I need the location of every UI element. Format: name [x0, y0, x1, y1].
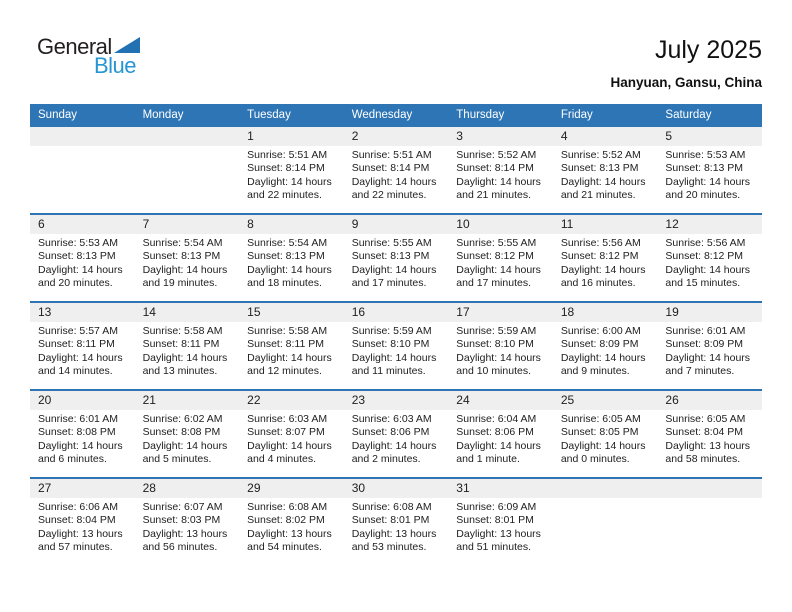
location-subtitle: Hanyuan, Gansu, China: [610, 75, 762, 90]
sunset-text: Sunset: 8:12 PM: [456, 250, 534, 263]
week-row-4: [30, 389, 762, 477]
day-number: 24: [448, 391, 553, 410]
cell-day-11: [553, 215, 658, 301]
cell-day-31: [448, 479, 553, 565]
day-number: 23: [344, 391, 449, 410]
daylight-line1-text: Daylight: 14 hours: [351, 439, 437, 452]
sunset-text: Sunset: 8:13 PM: [665, 162, 744, 175]
cell-lines: [344, 234, 449, 291]
cell-lines: [553, 410, 658, 467]
day-number: 9: [344, 215, 449, 234]
daylight-line1-text: Daylight: 14 hours: [351, 263, 437, 276]
day-number: 25: [553, 391, 658, 410]
sunrise-text: Sunrise: 5:53 AM: [665, 149, 746, 161]
week-row-1: [30, 125, 762, 213]
day-number: 7: [135, 215, 240, 234]
sunrise-text: Sunrise: 5:56 AM: [560, 237, 641, 249]
week-row-5: [30, 477, 762, 565]
cell-day-18: [553, 303, 658, 389]
cell-day-5: [657, 127, 762, 213]
daylight-line1-text: Daylight: 14 hours: [456, 351, 541, 364]
sunrise-text: Sunrise: 6:07 AM: [142, 501, 223, 513]
cell-day-1: [239, 127, 344, 213]
daylight-line2-text: and 21 minutes.: [456, 189, 531, 202]
logo-text-blue: Blue: [94, 53, 137, 78]
sunrise-text: Sunrise: 5:54 AM: [142, 237, 223, 249]
cell-day-8: [239, 215, 344, 301]
daylight-line2-text: and 18 minutes.: [247, 277, 322, 290]
cell-day-4: [553, 127, 658, 213]
daylight-line1-text: Daylight: 14 hours: [560, 351, 646, 364]
daylight-line1-text: Daylight: 14 hours: [142, 351, 228, 364]
day-number: 13: [30, 303, 135, 322]
daylight-line2-text: and 2 minutes.: [351, 453, 421, 466]
daylight-line1-text: Daylight: 14 hours: [142, 439, 228, 452]
cell-lines: [30, 410, 135, 467]
sunrise-text: Sunrise: 5:52 AM: [456, 149, 537, 161]
cell-lines: [448, 146, 553, 203]
daylight-line1-text: Daylight: 13 hours: [351, 527, 437, 540]
cell-empty: [135, 127, 240, 213]
sunrise-text: Sunrise: 5:52 AM: [560, 149, 641, 161]
sunrise-text: Sunrise: 6:05 AM: [560, 413, 641, 425]
sunset-text: Sunset: 8:14 PM: [351, 162, 430, 175]
sunrise-text: Sunrise: 5:53 AM: [38, 237, 118, 249]
cell-lines: [135, 322, 240, 379]
daylight-line2-text: and 20 minutes.: [665, 189, 741, 202]
sunset-text: Sunset: 8:04 PM: [38, 514, 116, 527]
daylight-line2-text: and 7 minutes.: [665, 365, 735, 378]
cell-day-26: [657, 391, 762, 477]
daylight-line1-text: Daylight: 14 hours: [351, 175, 437, 188]
daylight-line2-text: and 16 minutes.: [560, 277, 636, 290]
daylight-line1-text: Daylight: 14 hours: [38, 263, 123, 276]
cell-day-30: [344, 479, 449, 565]
sunset-text: Sunset: 8:01 PM: [456, 514, 534, 527]
sunset-text: Sunset: 8:14 PM: [247, 162, 325, 175]
daylight-line2-text: and 54 minutes.: [247, 541, 322, 554]
daylight-line2-text: and 51 minutes.: [456, 541, 531, 554]
cell-empty: [30, 127, 135, 213]
sunset-text: Sunset: 8:11 PM: [38, 338, 115, 351]
cell-lines: [553, 322, 658, 379]
sunset-text: Sunset: 8:09 PM: [665, 338, 744, 351]
sunset-text: Sunset: 8:03 PM: [142, 514, 221, 527]
cell-day-17: [448, 303, 553, 389]
cell-day-2: [344, 127, 449, 213]
cell-lines: [30, 498, 135, 555]
sunset-text: Sunset: 8:09 PM: [560, 338, 639, 351]
day-number: 19: [657, 303, 762, 322]
daylight-line2-text: and 17 minutes.: [456, 277, 531, 290]
sunrise-text: Sunrise: 5:51 AM: [351, 149, 432, 161]
page-title: July 2025: [654, 36, 762, 64]
cell-lines: [657, 410, 762, 467]
weekday-header-friday: Friday: [560, 108, 593, 121]
cell-lines: [239, 234, 344, 291]
cell-lines: [135, 234, 240, 291]
daylight-line1-text: Daylight: 14 hours: [247, 351, 332, 364]
daylight-line1-text: Daylight: 14 hours: [665, 263, 751, 276]
cell-day-25: [553, 391, 658, 477]
sunrise-text: Sunrise: 5:57 AM: [38, 325, 118, 337]
cell-lines: [657, 146, 762, 203]
daylight-line2-text: and 19 minutes.: [142, 277, 218, 290]
cell-day-20: [30, 391, 135, 477]
cell-day-21: [135, 391, 240, 477]
daylight-line1-text: Daylight: 14 hours: [247, 263, 332, 276]
daylight-line1-text: Daylight: 14 hours: [247, 439, 332, 452]
daylight-line1-text: Daylight: 14 hours: [560, 263, 646, 276]
title-block: [610, 36, 762, 90]
cell-day-15: [239, 303, 344, 389]
day-number: 11: [553, 215, 658, 234]
day-number: 2: [344, 127, 449, 146]
sunset-text: Sunset: 8:10 PM: [456, 338, 534, 351]
sunrise-text: Sunrise: 6:00 AM: [560, 325, 641, 337]
sunset-text: Sunset: 8:13 PM: [142, 250, 221, 263]
daylight-line2-text: and 11 minutes.: [351, 365, 426, 378]
sunset-text: Sunset: 8:07 PM: [247, 426, 325, 439]
cell-day-10: [448, 215, 553, 301]
sunrise-text: Sunrise: 5:54 AM: [247, 237, 328, 249]
cell-day-29: [239, 479, 344, 565]
day-number: [657, 479, 762, 498]
sunset-text: Sunset: 8:08 PM: [142, 426, 221, 439]
cell-lines: [239, 322, 344, 379]
day-number: 20: [30, 391, 135, 410]
cell-day-22: [239, 391, 344, 477]
sunrise-text: Sunrise: 5:55 AM: [351, 237, 432, 249]
cell-day-14: [135, 303, 240, 389]
daylight-line2-text: and 5 minutes.: [142, 453, 212, 466]
sunrise-text: Sunrise: 6:03 AM: [351, 413, 432, 425]
day-number: 15: [239, 303, 344, 322]
daylight-line2-text: and 10 minutes.: [456, 365, 531, 378]
day-number: [135, 127, 240, 146]
daylight-line2-text: and 6 minutes.: [38, 453, 107, 466]
daylight-line2-text: and 0 minutes.: [560, 453, 630, 466]
cell-lines: [239, 146, 344, 203]
daylight-line2-text: and 15 minutes.: [665, 277, 741, 290]
general-blue-logo: [37, 36, 140, 77]
sunrise-text: Sunrise: 5:59 AM: [351, 325, 432, 337]
day-number: 28: [135, 479, 240, 498]
cell-day-13: [30, 303, 135, 389]
cell-lines: [344, 322, 449, 379]
cell-lines: [239, 498, 344, 555]
sunrise-text: Sunrise: 6:03 AM: [247, 413, 328, 425]
sunrise-text: Sunrise: 5:59 AM: [456, 325, 537, 337]
cell-empty: [657, 479, 762, 565]
cell-lines: [135, 498, 240, 555]
day-number: [30, 127, 135, 146]
daylight-line1-text: Daylight: 14 hours: [142, 263, 228, 276]
day-number: 12: [657, 215, 762, 234]
week-row-2: [30, 213, 762, 301]
sunset-text: Sunset: 8:04 PM: [665, 426, 744, 439]
day-number: 1: [239, 127, 344, 146]
daylight-line2-text: and 20 minutes.: [38, 277, 113, 290]
cell-day-28: [135, 479, 240, 565]
cell-lines: [239, 410, 344, 467]
cell-lines: [344, 410, 449, 467]
sunset-text: Sunset: 8:08 PM: [38, 426, 116, 439]
daylight-line1-text: Daylight: 14 hours: [560, 175, 646, 188]
sunset-text: Sunset: 8:05 PM: [560, 426, 639, 439]
sunrise-text: Sunrise: 6:01 AM: [38, 413, 118, 425]
sunrise-text: Sunrise: 6:09 AM: [456, 501, 537, 513]
cell-lines: [448, 410, 553, 467]
day-number: 14: [135, 303, 240, 322]
weekday-header-sunday: Sunday: [38, 108, 78, 121]
sunset-text: Sunset: 8:13 PM: [247, 250, 325, 263]
day-number: 10: [448, 215, 553, 234]
cell-day-19: [657, 303, 762, 389]
week-row-3: [30, 301, 762, 389]
weekday-header-wednesday: Wednesday: [351, 108, 413, 121]
daylight-line1-text: Daylight: 13 hours: [456, 527, 541, 540]
cell-day-9: [344, 215, 449, 301]
cell-lines: [344, 498, 449, 555]
cell-lines: [553, 234, 658, 291]
daylight-line1-text: Daylight: 14 hours: [665, 175, 751, 188]
day-number: 29: [239, 479, 344, 498]
sunset-text: Sunset: 8:06 PM: [456, 426, 534, 439]
sunset-text: Sunset: 8:13 PM: [351, 250, 430, 263]
sunrise-text: Sunrise: 6:01 AM: [665, 325, 746, 337]
sunrise-text: Sunrise: 5:51 AM: [247, 149, 328, 161]
sunset-text: Sunset: 8:12 PM: [560, 250, 639, 263]
weekday-header-tuesday: Tuesday: [247, 108, 291, 121]
day-number: 30: [344, 479, 449, 498]
cell-lines: [553, 146, 658, 203]
cell-lines: [448, 498, 553, 555]
sunset-text: Sunset: 8:12 PM: [665, 250, 744, 263]
daylight-line1-text: Daylight: 13 hours: [142, 527, 228, 540]
day-number: 8: [239, 215, 344, 234]
cell-empty: [553, 479, 658, 565]
cell-lines: [657, 234, 762, 291]
daylight-line1-text: Daylight: 13 hours: [247, 527, 332, 540]
daylight-line1-text: Daylight: 14 hours: [38, 439, 123, 452]
daylight-line1-text: Daylight: 14 hours: [665, 351, 751, 364]
daylight-line2-text: and 56 minutes.: [142, 541, 218, 554]
calendar-table: [30, 104, 762, 565]
daylight-line2-text: and 4 minutes.: [247, 453, 317, 466]
daylight-line2-text: and 22 minutes.: [247, 189, 322, 202]
daylight-line1-text: Daylight: 14 hours: [247, 175, 332, 188]
daylight-line1-text: Daylight: 14 hours: [351, 351, 437, 364]
sunset-text: Sunset: 8:13 PM: [38, 250, 116, 263]
sunrise-text: Sunrise: 6:08 AM: [247, 501, 328, 513]
daylight-line2-text: and 9 minutes.: [560, 365, 630, 378]
sunrise-text: Sunrise: 5:58 AM: [247, 325, 328, 337]
daylight-line2-text: and 13 minutes.: [142, 365, 218, 378]
daylight-line2-text: and 22 minutes.: [351, 189, 427, 202]
cell-day-27: [30, 479, 135, 565]
cell-day-12: [657, 215, 762, 301]
sunrise-text: Sunrise: 5:55 AM: [456, 237, 537, 249]
cell-lines: [448, 234, 553, 291]
sunrise-text: Sunrise: 6:05 AM: [665, 413, 746, 425]
day-number: 27: [30, 479, 135, 498]
cell-lines: [135, 410, 240, 467]
day-number: 4: [553, 127, 658, 146]
day-number: [553, 479, 658, 498]
day-number: 17: [448, 303, 553, 322]
cell-day-24: [448, 391, 553, 477]
sunrise-text: Sunrise: 6:04 AM: [456, 413, 537, 425]
daylight-line2-text: and 58 minutes.: [665, 453, 741, 466]
logo-text-general: General: [37, 34, 112, 59]
sunrise-text: Sunrise: 6:02 AM: [142, 413, 223, 425]
day-number: 31: [448, 479, 553, 498]
sunset-text: Sunset: 8:11 PM: [247, 338, 324, 351]
daylight-line2-text: and 53 minutes.: [351, 541, 427, 554]
cell-day-3: [448, 127, 553, 213]
weekday-header-row: [30, 104, 762, 125]
sunrise-text: Sunrise: 5:58 AM: [142, 325, 223, 337]
cell-lines: [30, 322, 135, 379]
sunset-text: Sunset: 8:13 PM: [560, 162, 639, 175]
cell-lines: [657, 322, 762, 379]
sunset-text: Sunset: 8:02 PM: [247, 514, 325, 527]
day-number: 21: [135, 391, 240, 410]
weeks-container: [30, 125, 762, 565]
daylight-line1-text: Daylight: 13 hours: [665, 439, 751, 452]
weekday-header-monday: Monday: [142, 108, 184, 121]
daylight-line1-text: Daylight: 14 hours: [456, 263, 541, 276]
sunset-text: Sunset: 8:14 PM: [456, 162, 534, 175]
daylight-line1-text: Daylight: 14 hours: [560, 439, 646, 452]
cell-lines: [344, 146, 449, 203]
sunrise-text: Sunrise: 6:06 AM: [38, 501, 118, 513]
sunset-text: Sunset: 8:01 PM: [351, 514, 430, 527]
day-number: 5: [657, 127, 762, 146]
daylight-line1-text: Daylight: 14 hours: [456, 439, 541, 452]
daylight-line2-text: and 12 minutes.: [247, 365, 322, 378]
daylight-line1-text: Daylight: 14 hours: [38, 351, 123, 364]
day-number: 22: [239, 391, 344, 410]
cell-day-6: [30, 215, 135, 301]
daylight-line2-text: and 21 minutes.: [560, 189, 636, 202]
cell-lines: [448, 322, 553, 379]
sunset-text: Sunset: 8:11 PM: [142, 338, 220, 351]
sunset-text: Sunset: 8:06 PM: [351, 426, 430, 439]
daylight-line2-text: and 17 minutes.: [351, 277, 427, 290]
cell-day-23: [344, 391, 449, 477]
day-number: 16: [344, 303, 449, 322]
sunrise-text: Sunrise: 6:08 AM: [351, 501, 432, 513]
daylight-line1-text: Daylight: 14 hours: [456, 175, 541, 188]
daylight-line1-text: Daylight: 13 hours: [38, 527, 123, 540]
cell-lines: [30, 234, 135, 291]
day-number: 26: [657, 391, 762, 410]
daylight-line2-text: and 57 minutes.: [38, 541, 113, 554]
sunset-text: Sunset: 8:10 PM: [351, 338, 430, 351]
cell-day-7: [135, 215, 240, 301]
daylight-line2-text: and 1 minute.: [456, 453, 520, 466]
cell-day-16: [344, 303, 449, 389]
day-number: 6: [30, 215, 135, 234]
weekday-header-saturday: Saturday: [665, 108, 712, 121]
daylight-line2-text: and 14 minutes.: [38, 365, 113, 378]
day-number: 3: [448, 127, 553, 146]
sunrise-text: Sunrise: 5:56 AM: [665, 237, 746, 249]
day-number: 18: [553, 303, 658, 322]
weekday-header-thursday: Thursday: [456, 108, 505, 121]
